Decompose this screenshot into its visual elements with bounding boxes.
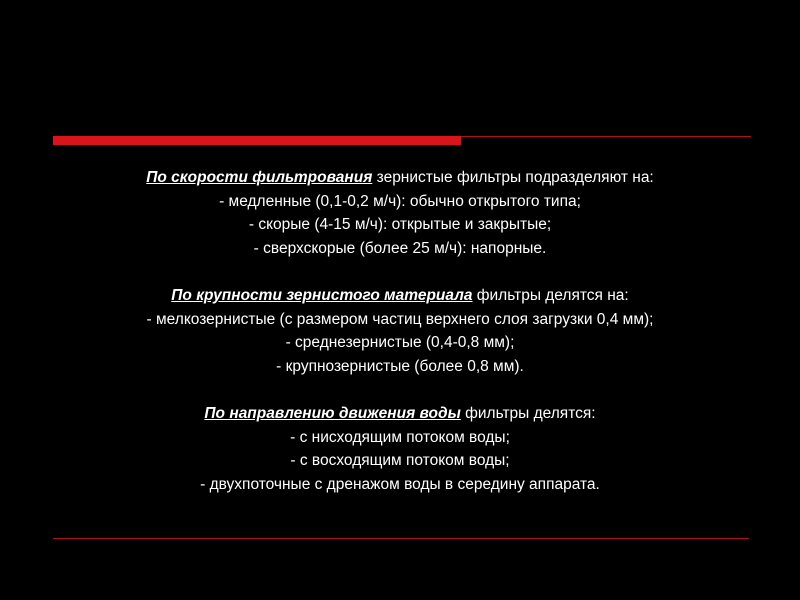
section-filtration-speed [40, 166, 760, 260]
list-item: - двухпоточные с дренажом воды в середину аппарата. [200, 475, 600, 493]
section-heading: По крупности зернистого материала [171, 287, 473, 304]
section-lead [40, 284, 760, 308]
section-flow-direction [40, 402, 760, 496]
section-lead [40, 402, 760, 426]
slide-body [40, 166, 760, 496]
list-item: - с нисходящим потоком воды; [290, 428, 510, 446]
section-grain-size [40, 284, 760, 378]
list-item: - крупнозернистые (более 0,8 мм). [276, 357, 524, 375]
bottom-divider-line [53, 538, 749, 539]
section-lead [40, 166, 760, 190]
list-item: - с восходящим потоком воды; [290, 452, 510, 469]
section-heading: По направлению движения воды [204, 405, 461, 422]
section-lead-text: фильтры делятся на: [472, 287, 629, 304]
list-item: - скорые (4-15 м/ч): открытые и закрытые; [248, 216, 552, 233]
top-divider-line [461, 136, 751, 137]
section-lead-text: фильтры делятся: [460, 405, 596, 422]
section-heading: По скорости фильтрования [146, 169, 373, 186]
list-item: - среднезернистые (0,4-0,8 мм); [285, 334, 515, 351]
top-accent-bar [53, 136, 461, 145]
section-lead-text: зернистые фильтры подразделяют на: [372, 169, 654, 186]
list-item: - мелкозернистые (с размером частиц верхнего слоя загрузки 0,4 мм); [146, 310, 654, 328]
list-item: - сверхскорые (более 25 м/ч): напорные. [253, 239, 547, 257]
list-item: - медленные (0,1-0,2 м/ч): обычно открытого типа; [219, 192, 581, 210]
